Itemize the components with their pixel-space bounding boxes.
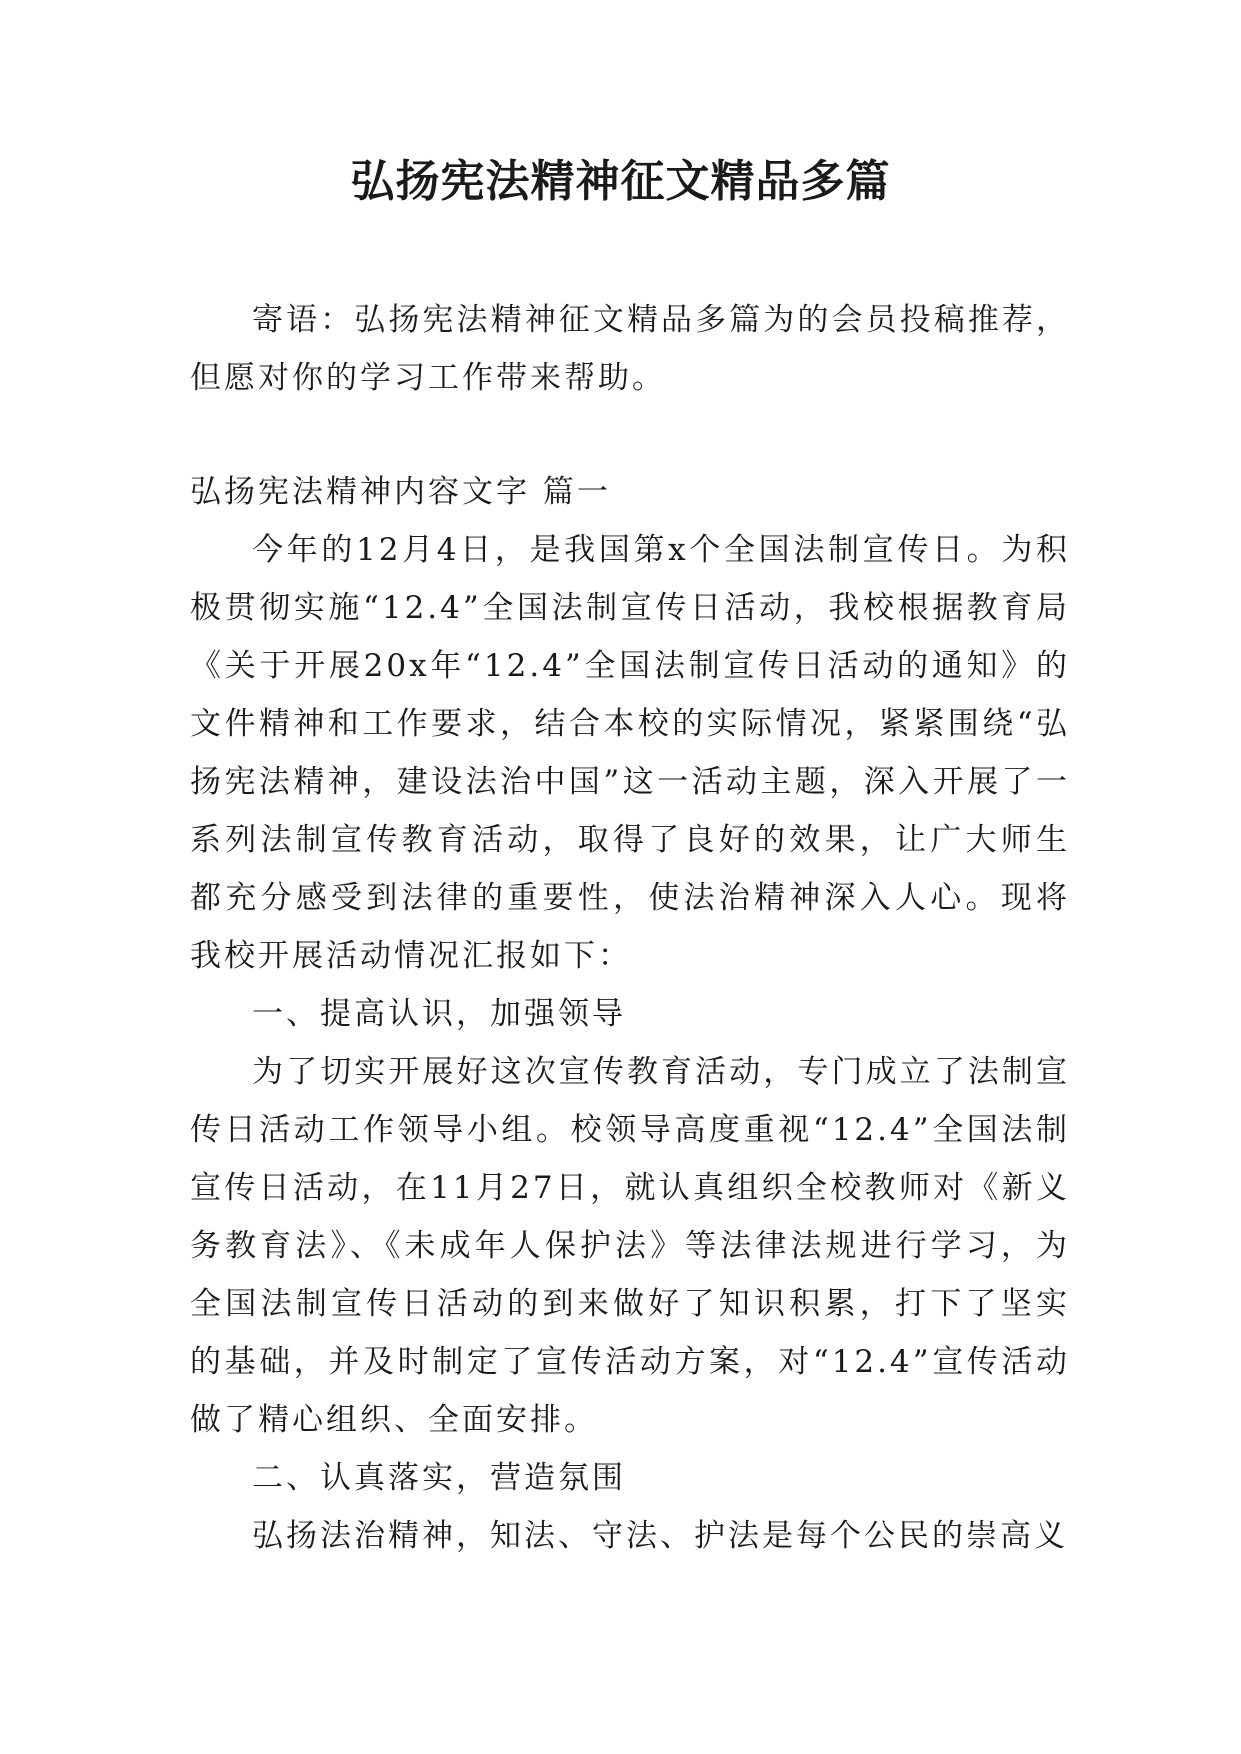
body-paragraph: 今年的12月4日，是我国第x个全国法制宣传日。为积极贯彻实施“12.4”全国法制宣传日活动，我校根据教育局《关于开展20x年“12.4”全国法制宣传日活动的通知》的文件精神和工作要求，结合本校的实际情况，紧紧围绕“弘扬宪法精神，建设法治中国”这一活动主题，深入开展了一系列法制宣传教育活动，取得了良好的效果，让广大师生都充分感受到法律的重要性，使法治精神深入人心。现将我校开展活动情况汇报如下： — [190, 532, 1070, 974]
section-heading: 弘扬宪法精神内容文字 篇一 — [190, 474, 611, 510]
body-paragraph: 弘扬法治精神，知法、守法、护法是每个公民的崇高义 — [252, 1518, 1068, 1554]
body-paragraph: 为了切实开展好这次宣传教育活动，专门成立了法制宣传日活动工作领导小组。校领导高度重视“12.4”全国法制宣传日活动，在11月27日，就认真组织全校教师对《新义务教育法》、《未成年人保护法》等法律法规进行学习，为全国法制宣传日活动的到来做好了知识积累，打下了坚实的基础，并及时制定了宣传活动方案，对“12.4”宣传活动做了精心组织、全面安排。 — [190, 1054, 1070, 1438]
article-body — [190, 463, 1070, 1565]
subheading-2: 二、认真落实，营造氛围 — [252, 1460, 626, 1496]
preface-paragraph: 寄语：弘扬宪法精神征文精品多篇为的会员投稿推荐，但愿对你的学习工作带来帮助。 — [190, 302, 1070, 396]
preface-block — [190, 291, 1070, 407]
document-title: 弘扬宪法精神征文精品多篇 — [350, 156, 891, 207]
subheading-1: 一、提高认识，加强领导 — [252, 996, 626, 1032]
